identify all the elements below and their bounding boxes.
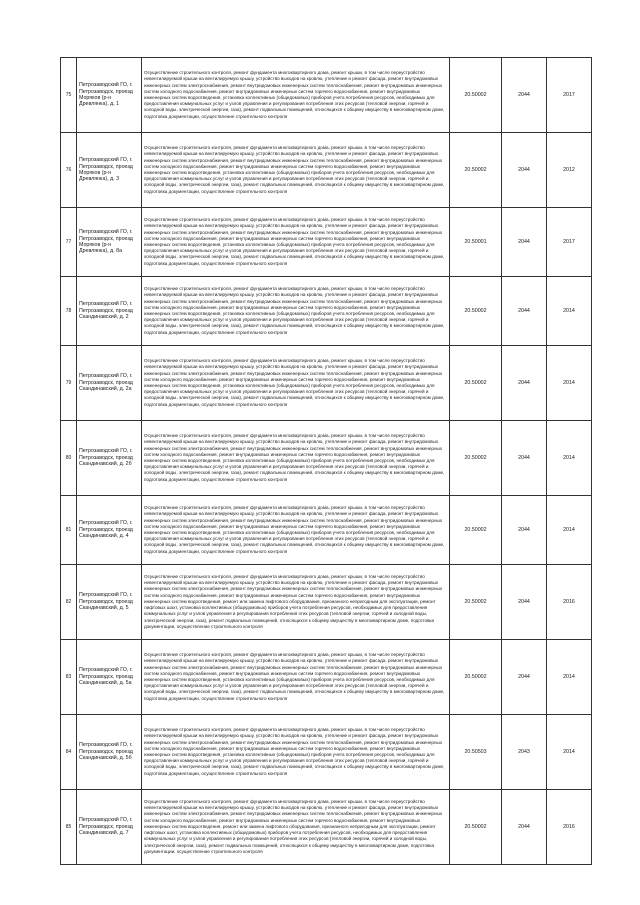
row-number: 79 [61,346,77,421]
building-code: 20.50002 [450,277,502,346]
row-number: 76 [61,133,77,208]
building-address: Петрозаводский ГО, г. Петрозаводск, проезд Скандинавский, д. 4 [77,496,142,565]
repair-works: Осуществление строительного контроля, ремонт фундамента многоквартирного дома, ремонт крыши, в том числе переустройство невентилируемой крыши на вентилируемую крышу, устройство выходов на кровлю, утепление и ремонт фасада, ремонт внутридомовых инженерных систем электроснабжения, ремонт внутридомовых инженерных систем теплоснабжения, ремонт внутридомовых инженерных систем холодного водоснабжения, ремонт внутридомовых инженерных систем горячего водоснабжения, ремонт внутридомовых инженерных систем водоотведения, установка коллективных (общедомовых) приборов учета потребления ресурсов, необходимых для предоставления коммунальных услуг и узлов управления и регулирования потребления этих ресурсов (тепловой энергии, горячей и холодной воды, электрической энергии, газа), ремонт подвальных помещений, относящихся к общему имуществу в многоквартирном доме, подготовка документации, осуществление строительного контроля [142,208,450,277]
building-code: 20.50503 [450,715,502,790]
row-number: 80 [61,421,77,496]
table-row [61,421,592,496]
year-end: 2012 [547,133,592,208]
year-start: 2044 [502,277,547,346]
building-code: 20.50002 [450,790,502,865]
repair-works: Осуществление строительного контроля, ремонт фундамента многоквартирного дома, ремонт крыши, в том числе переустройство невентилируемой крыши на вентилируемую крышу, устройство выходов на кровлю, утепление и ремонт фасада, ремонт внутридомовых инженерных систем электроснабжения, ремонт внутридомовых инженерных систем теплоснабжения, ремонт внутридомовых инженерных систем холодного водоснабжения, ремонт внутридомовых инженерных систем горячего водоснабжения, ремонт внутридомовых инженерных систем водоотведения, установка коллективных (общедомовых) приборов учета потребления ресурсов, необходимых для предоставления коммунальных услуг и узлов управления и регулирования потребления этих ресурсов (тепловой энергии, горячей и холодной воды, электрической энергии, газа), ремонт подвальных помещений, относящихся к общему имуществу в многоквартирном доме, подготовка документации, осуществление строительного контроля [142,58,450,133]
building-address: Петрозаводский ГО, г. Петрозаводск, проезд Скандинавский, д. 7 [77,790,142,865]
building-address: Петрозаводский ГО, г. Петрозаводск, проезд Скандинавский, д. 2 [77,277,142,346]
repair-works: Осуществление строительного контроля, ремонт фундамента многоквартирного дома, ремонт крыши, в том числе переустройство невентилируемой крыши на вентилируемую крышу, устройство выходов на кровлю, утепление и ремонт фасада, ремонт внутридомовых инженерных систем электроснабжения, ремонт внутридомовых инженерных систем теплоснабжения, ремонт внутридомовых инженерных систем холодного водоснабжения, ремонт внутридомовых инженерных систем горячего водоснабжения, ремонт внутридомовых инженерных систем водоотведения, установка коллективных (общедомовых) приборов учета потребления ресурсов, необходимых для предоставления коммунальных услуг и узлов управления и регулирования потребления этих ресурсов (тепловой энергии, горячей и холодной воды, электрической энергии, газа), ремонт подвальных помещений, относящихся к общему имуществу в многоквартирном доме, подготовка документации, осуществление строительного контроля [142,421,450,496]
year-end: 2014 [547,496,592,565]
building-code: 20.50001 [450,208,502,277]
year-start: 2044 [502,58,547,133]
building-code: 20.50002 [450,58,502,133]
building-address: Петрозаводский ГО, г. Петрозаводск, проезд Скандинавский, д. 5 [77,565,142,640]
year-end: 2017 [547,58,592,133]
year-start: 2044 [502,346,547,421]
building-address: Петрозаводский ГО, г. Петрозаводск, проезд Скандинавский, д. 2б [77,421,142,496]
building-address: Петрозаводский ГО, г. Петрозаводск, проезд Скандинавский, д. 5б [77,715,142,790]
repair-works: Осуществление строительного контроля, ремонт фундамента многоквартирного дома, ремонт крыши, в том числе переустройство невентилируемой крыши на вентилируемую крышу, устройство выходов на кровлю, утепление и ремонт фасада, ремонт внутридомовых инженерных систем электроснабжения, ремонт внутридомовых инженерных систем теплоснабжения, ремонт внутридомовых инженерных систем холодного водоснабжения, ремонт внутридомовых инженерных систем горячего водоснабжения, ремонт внутридомовых инженерных систем водоотведения, установка коллективных (общедомовых) приборов учета потребления ресурсов, необходимых для предоставления коммунальных услуг и узлов управления и регулирования потребления этих ресурсов (тепловой энергии, горячей и холодной воды, электрической энергии, газа), ремонт подвальных помещений, относящихся к общему имуществу в многоквартирном доме, подготовка документации, осуществление строительного контроля [142,496,450,565]
repair-works: Осуществление строительного контроля, ремонт фундамента многоквартирного дома, ремонт крыши, в том числе переустройство невентилируемой крыши на вентилируемую крышу, устройство выходов на кровлю, утепление и ремонт фасада, ремонт внутридомовых инженерных систем электроснабжения, ремонт внутридомовых инженерных систем теплоснабжения, ремонт внутридомовых инженерных систем холодного водоснабжения, ремонт внутридомовых инженерных систем горячего водоснабжения, ремонт внутридомовых инженерных систем водоотведения, установка коллективных (общедомовых) приборов учета потребления ресурсов, необходимых для предоставления коммунальных услуг и узлов управления и регулирования потребления этих ресурсов (тепловой энергии, горячей и холодной воды, электрической энергии, газа), ремонт подвальных помещений, относящихся к общему имуществу в многоквартирном доме, подготовка документации, осуществление строительного контроля [142,715,450,790]
row-number: 77 [61,208,77,277]
row-number: 75 [61,58,77,133]
repair-works: Осуществление строительного контроля, ремонт фундамента многоквартирного дома, ремонт крыши, в том числе переустройство невентилируемой крыши на вентилируемую крышу, устройство выходов на кровлю, утепление и ремонт фасада, ремонт внутридомовых инженерных систем электроснабжения, ремонт внутридомовых инженерных систем теплоснабжения, ремонт внутридомовых инженерных систем холодного водоснабжения, ремонт внутридомовых инженерных систем горячего водоснабжения, ремонт внутридомовых инженерных систем водоотведения, установка коллективных (общедомовых) приборов учета потребления ресурсов, необходимых для предоставления коммунальных услуг и узлов управления и регулирования потребления этих ресурсов (тепловой энергии, горячей и холодной воды, электрической энергии, газа), ремонт подвальных помещений, относящихся к общему имуществу в многоквартирном доме, подготовка документации, осуществление строительного контроля [142,133,450,208]
table-row [61,715,592,790]
row-number: 78 [61,277,77,346]
year-end: 2016 [547,790,592,865]
repair-works: Осуществление строительного контроля, ремонт фундамента многоквартирного дома, ремонт крыши, в том числе переустройство невентилируемой крыши на вентилируемую крышу, устройство выходов на кровлю, утепление и ремонт фасада, ремонт внутридомовых инженерных систем электроснабжения, ремонт внутридомовых инженерных систем теплоснабжения, ремонт внутридомовых инженерных систем холодного водоснабжения, ремонт внутридомовых инженерных систем горячего водоснабжения, ремонт внутридомовых инженерных систем водоотведения, установка коллективных (общедомовых) приборов учета потребления ресурсов, необходимых для предоставления коммунальных услуг и узлов управления и регулирования потребления этих ресурсов (тепловой энергии, горячей и холодной воды, электрической энергии, газа), ремонт подвальных помещений, относящихся к общему имуществу в многоквартирном доме, подготовка документации, осуществление строительного контроля [142,640,450,715]
table-row [61,640,592,715]
row-number: 82 [61,565,77,640]
year-end: 2016 [547,565,592,640]
year-start: 2044 [502,565,547,640]
table-row [61,790,592,865]
year-start: 2044 [502,640,547,715]
repair-works: Осуществление строительного контроля, ремонт фундамента многоквартирного дома, ремонт крыши, в том числе переустройство невентилируемой крыши на вентилируемую крышу, устройство выходов на кровлю, утепление и ремонт фасада, ремонт внутридомовых инженерных систем электроснабжения, ремонт внутридомовых инженерных систем теплоснабжения, ремонт внутридомовых инженерных систем холодного водоснабжения, ремонт внутридомовых инженерных систем горячего водоснабжения, ремонт внутридомовых инженерных систем водоотведения, установка коллективных (общедомовых) приборов учета потребления ресурсов, необходимых для предоставления коммунальных услуг и узлов управления и регулирования потребления этих ресурсов (тепловой энергии, горячей и холодной воды, электрической энергии, газа), ремонт подвальных помещений, относящихся к общему имуществу в многоквартирном доме, подготовка документации, осуществление строительного контроля [142,346,450,421]
row-number: 85 [61,790,77,865]
repair-works: Осуществление строительного контроля, ремонт фундамента многоквартирного дома, ремонт крыши, в том числе переустройство невентилируемой крыши на вентилируемую крышу, устройство выходов на кровлю, утепление и ремонт фасада, ремонт внутридомовых инженерных систем электроснабжения, ремонт внутридомовых инженерных систем теплоснабжения, ремонт внутридомовых инженерных систем холодного водоснабжения, ремонт внутридомовых инженерных систем горячего водоснабжения, ремонт внутридомовых инженерных систем водоотведения, установка коллективных (общедомовых) приборов учета потребления ресурсов, необходимых для предоставления коммунальных услуг и узлов управления и регулирования потребления этих ресурсов (тепловой энергии, горячей и холодной воды, электрической энергии, газа), ремонт подвальных помещений, относящихся к общему имуществу в многоквартирном доме, подготовка документации, осуществление строительного контроля [142,277,450,346]
building-address: Петрозаводский ГО, г. Петрозаводск, проезд Моряков (р-н Древлянка), д. 3 [77,133,142,208]
building-address: Петрозаводский ГО, г. Петрозаводск, проезд Моряков (р-н Древлянка), д. 8а [77,208,142,277]
year-end: 2017 [547,208,592,277]
building-code: 20.50002 [450,133,502,208]
table-row [61,208,592,277]
row-number: 83 [61,640,77,715]
building-address: Петрозаводский ГО, г. Петрозаводск, проезд Моряков (р-н Древлянка), д. 1 [77,58,142,133]
year-end: 2014 [547,277,592,346]
repair-works: Осуществление строительного контроля, ремонт фундамента многоквартирного дома, ремонт крыши, в том числе переустройство невентилируемой крыши на вентилируемую крышу, устройство выходов на кровлю, утепление и ремонт фасада, ремонт внутридомовых инженерных систем электроснабжения, ремонт внутридомовых инженерных систем теплоснабжения, ремонт внутридомовых инженерных систем холодного водоснабжения, ремонт внутридомовых инженерных систем горячего водоснабжения, ремонт внутридомовых инженерных систем водоотведения, ремонт или замена лифтового оборудования, признанного непригодным для эксплуатации, ремонт лифтовых шахт, установка коллективных (общедомовых) приборов учета потребления ресурсов, необходимых для предоставления коммунальных услуг и узлов управления и регулирования потребления этих ресурсов (тепловой энергии, горячей и холодной воды, электрической энергии, газа), ремонт подвальных помещений, относящихся к общему имуществу в многоквартирном доме, подготовка документации, осуществление строительного контроля [142,565,450,640]
year-end: 2014 [547,715,592,790]
table-row [61,496,592,565]
year-end: 2014 [547,640,592,715]
year-start: 2044 [502,208,547,277]
building-code: 20.50002 [450,421,502,496]
building-code: 20.50002 [450,640,502,715]
year-start: 2044 [502,421,547,496]
table-row [61,133,592,208]
year-start: 2043 [502,715,547,790]
table-row [61,277,592,346]
year-start: 2044 [502,496,547,565]
capital-repair-table [60,57,592,865]
building-code: 20.50002 [450,346,502,421]
year-start: 2044 [502,790,547,865]
table-row [61,565,592,640]
repair-works: Осуществление строительного контроля, ремонт фундамента многоквартирного дома, ремонт крыши, в том числе переустройство невентилируемой крыши на вентилируемую крышу, устройство выходов на кровлю, утепление и ремонт фасада, ремонт внутридомовых инженерных систем электроснабжения, ремонт внутридомовых инженерных систем теплоснабжения, ремонт внутридомовых инженерных систем холодного водоснабжения, ремонт внутридомовых инженерных систем горячего водоснабжения, ремонт внутридомовых инженерных систем водоотведения, ремонт или замена лифтового оборудования, признанного непригодным для эксплуатации, ремонт лифтовых шахт, установка коллективных (общедомовых) приборов учета потребления ресурсов, необходимых для предоставления коммунальных услуг и узлов управления и регулирования потребления этих ресурсов (тепловой энергии, горячей и холодной воды, электрической энергии, газа), ремонт подвальных помещений, относящихся к общему имуществу в многоквартирном доме, подготовка документации, осуществление строительного контроля [142,790,450,865]
row-number: 81 [61,496,77,565]
building-code: 20.50002 [450,565,502,640]
table-row [61,346,592,421]
year-start: 2044 [502,133,547,208]
building-address: Петрозаводский ГО, г. Петрозаводск, проезд Скандинавский, д. 2а [77,346,142,421]
building-address: Петрозаводский ГО, г. Петрозаводск, проезд Скандинавский, д. 5а [77,640,142,715]
year-end: 2014 [547,421,592,496]
building-code: 20.50002 [450,496,502,565]
row-number: 84 [61,715,77,790]
year-end: 2014 [547,346,592,421]
table-body [61,58,592,865]
table-row [61,58,592,133]
